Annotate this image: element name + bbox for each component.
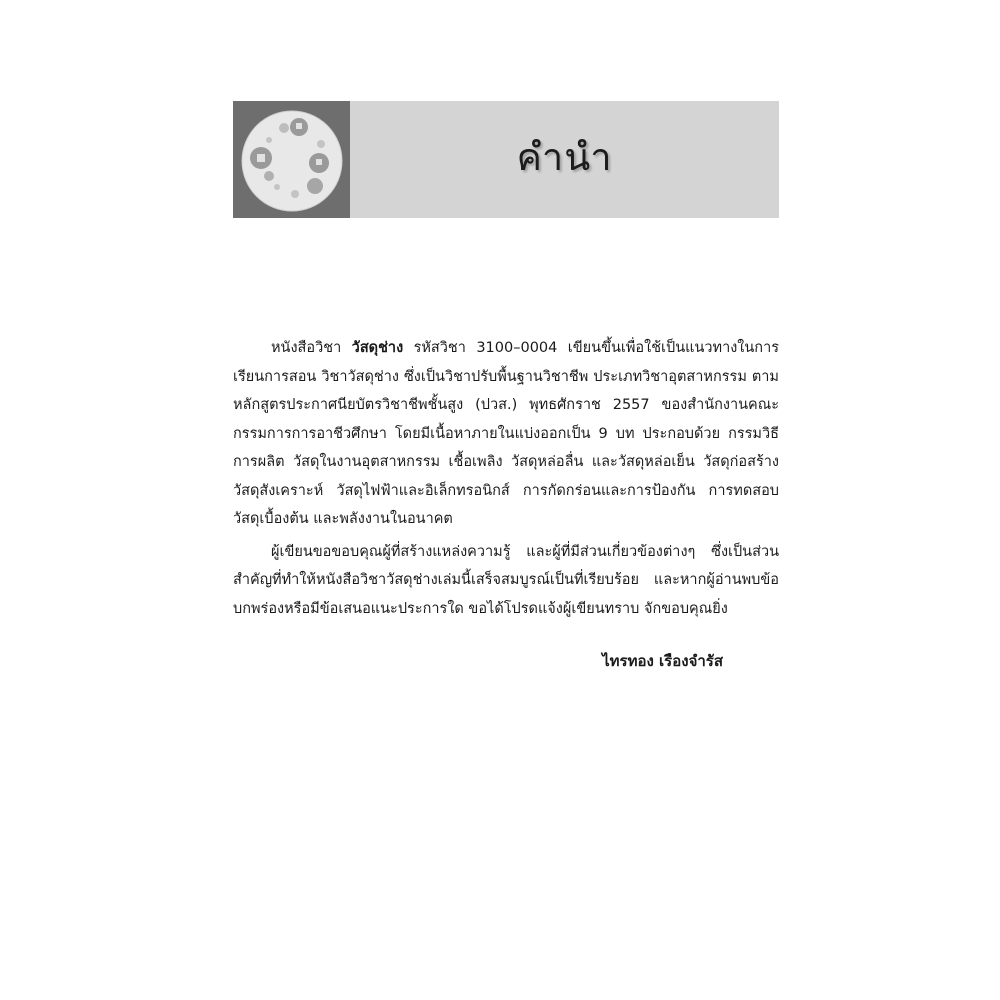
paragraph-1-body: รหัสวิชา 3100–0004 เขียนขึ้นเพื่อใช้เป็นแนวทางในการเรียนการสอน วิชาวัสดุช่าง ซึ่งเป็นวิชาปรับพื้นฐานวิชาชีพ ประเภทวิชาอุตสาหกรรม ตามหลักสูตรประกาศนียบัตรวิชาชีพชั้นสูง (ปวส.) พุทธศักราช 2557 ของสำนักงานคณะกรรมการการอาชีวศึกษา โดยมีเนื้อหาภายในแบ่งออกเป็น 9 บท ประกอบด้วย กรรมวิธีการผลิต วัสดุในงานอุตสาหกรรม เชื้อเพลิง วัสดุหล่อลื่น และวัสดุหล่อเย็น วัสดุก่อสร้าง วัสดุสังเคราะห์ วัสดุไฟฟ้าและอิเล็กทรอนิกส์ การกัดกร่อนและการป้องกัน การทดสอบวัสดุเบื้องต้น และพลังงานในอนาคต bbox=[233, 340, 780, 527]
subject-name: วัสดุช่าง bbox=[351, 340, 404, 356]
preface-header bbox=[233, 101, 779, 218]
paragraph-1-intro: หนังสือวิชา bbox=[271, 340, 352, 356]
author-signature: ไทรทอง เรืองจำรัส bbox=[602, 652, 723, 670]
preface-paragraph-1 bbox=[233, 334, 779, 534]
page-title: คำนำ bbox=[516, 135, 613, 179]
preface-paragraph-2: ผู้เขียนขอขอบคุณผู้ที่สร้างแหล่งความรู้ และผู้ที่มีส่วนเกี่ยวข้องต่างๆ ซึ่งเป็นส่วนสำคัญที่ทำให้หนังสือวิชาวัสดุช่างเล่มนี้เสร็จสมบูรณ์เป็นที่เรียบร้อย และหากผู้อ่านพบข้อบกพร่องหรือมีข้อเสนอแนะประการใด ขอได้โปรดแจ้งผู้เขียนทราบ จักขอบคุณยิ่ง bbox=[233, 543, 779, 617]
header-title-band bbox=[350, 101, 779, 218]
circular-icon-emblem bbox=[233, 101, 350, 218]
preface-body bbox=[233, 334, 779, 623]
header-emblem bbox=[233, 101, 350, 218]
